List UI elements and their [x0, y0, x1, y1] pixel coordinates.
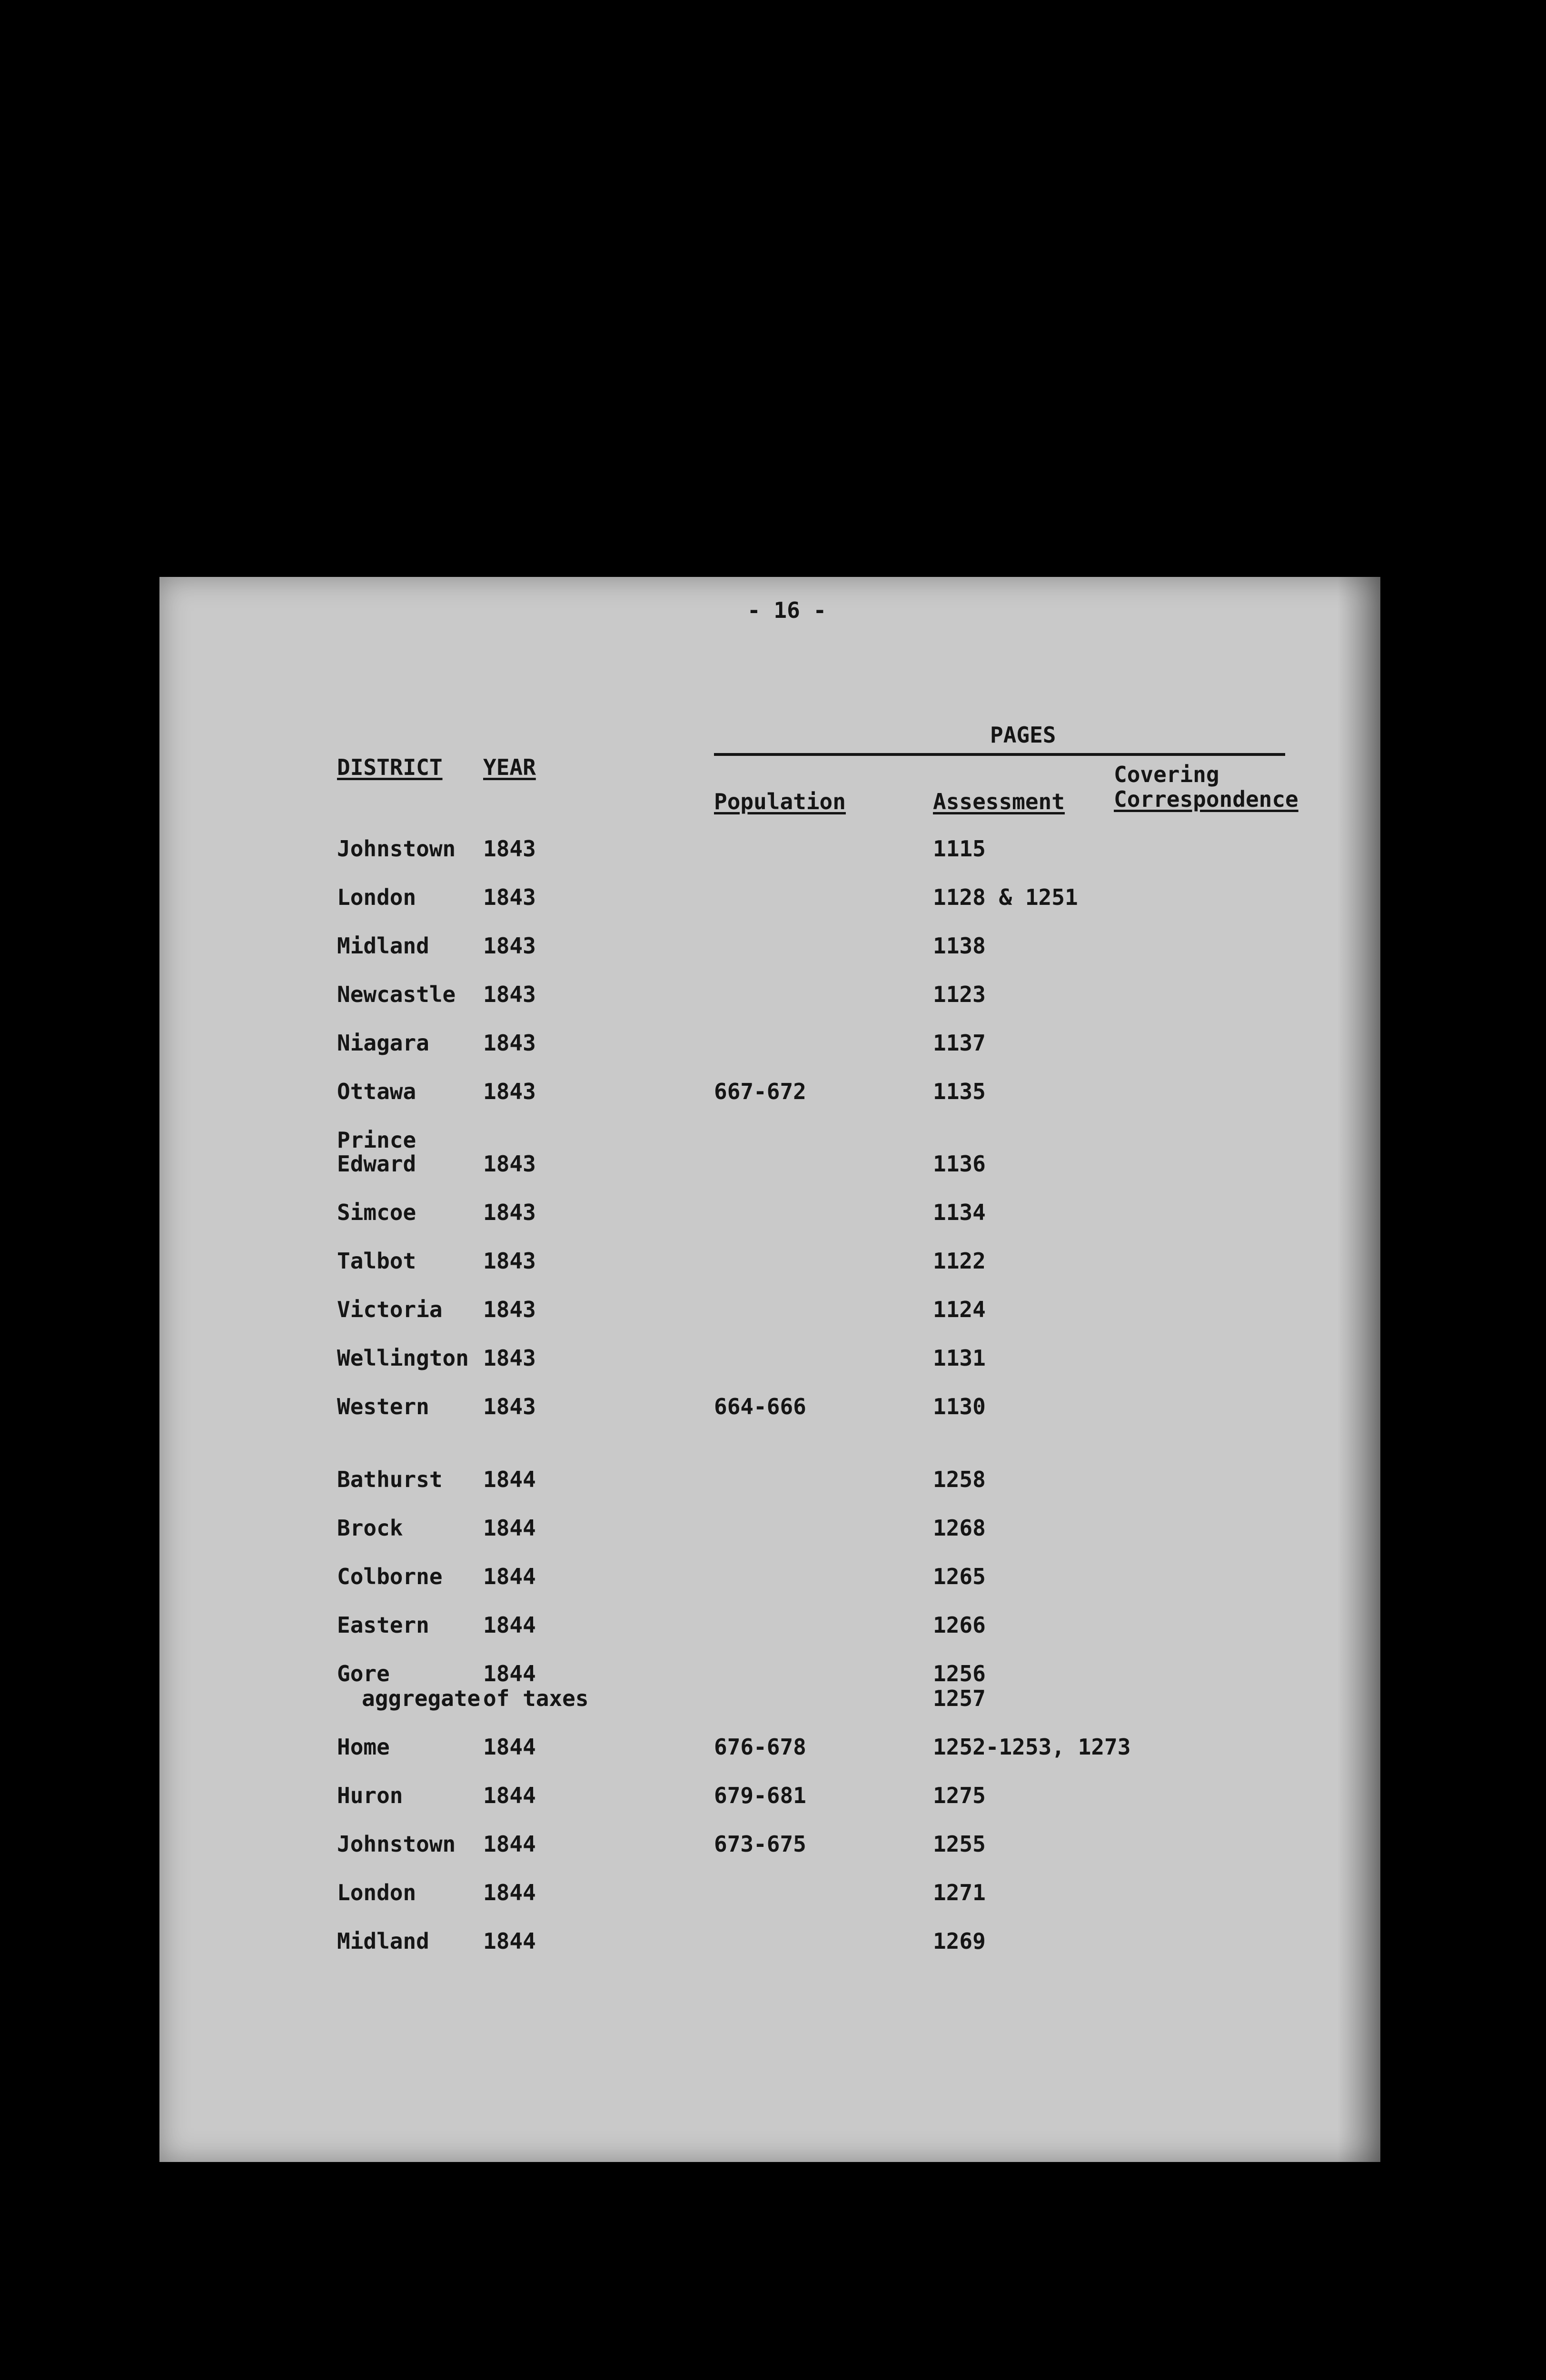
assessment-cell: 1258 — [933, 1467, 986, 1492]
table-row — [159, 982, 1380, 1011]
district-cell: Johnstown — [337, 836, 456, 862]
district-table — [159, 577, 1380, 2162]
table-row — [159, 1661, 1380, 1690]
year-cell: 1843 — [483, 1297, 536, 1322]
table-row — [159, 1394, 1380, 1423]
district-cell: Bathurst — [337, 1467, 443, 1492]
header-population: Population — [714, 789, 846, 814]
district-cell: Eastern — [337, 1612, 429, 1638]
year-cell: 1844 — [483, 1928, 536, 1954]
header-year: YEAR — [483, 754, 536, 780]
assessment-cell: 1252-1253, 1273 — [933, 1734, 1131, 1760]
year-cell: 1843 — [483, 982, 536, 1007]
assessment-cell: 1135 — [933, 1079, 986, 1104]
district-cell: Simcoe — [337, 1200, 416, 1225]
table-row — [159, 1467, 1380, 1496]
assessment-cell: 1130 — [933, 1394, 986, 1419]
assessment-cell: 1255 — [933, 1831, 986, 1857]
district-cell: Western — [337, 1394, 429, 1419]
district-cell: Johnstown — [337, 1831, 456, 1857]
district-cell: Victoria — [337, 1297, 443, 1322]
district-cell: Midland — [337, 1928, 429, 1954]
assessment-cell: 1124 — [933, 1297, 986, 1322]
year-cell: 1843 — [483, 836, 536, 862]
year-cell: 1844 — [483, 1783, 536, 1808]
year-cell: 1843 — [483, 1394, 536, 1419]
year-cell: 1843 — [483, 933, 536, 959]
table-row — [159, 836, 1380, 865]
assessment-cell: 1268 — [933, 1515, 986, 1541]
district-cell: Newcastle — [337, 982, 456, 1007]
year-cell: 1844 — [483, 1612, 536, 1638]
district-cell: Gore — [337, 1661, 390, 1686]
assessment-cell: 1269 — [933, 1928, 986, 1954]
table-row — [159, 933, 1380, 962]
table-row — [159, 1079, 1380, 1108]
year-cell: 1844 — [483, 1831, 536, 1857]
table-row — [159, 1151, 1380, 1180]
table-row — [159, 1297, 1380, 1326]
district-cell: Midland — [337, 933, 429, 959]
district-cell: Brock — [337, 1515, 403, 1541]
table-row — [159, 1880, 1380, 1909]
district-cell: Home — [337, 1734, 390, 1760]
table-row — [159, 1516, 1380, 1544]
assessment-cell: 1138 — [933, 933, 986, 959]
document-page — [159, 577, 1380, 2162]
year-subnote: of taxes — [483, 1686, 589, 1711]
year-cell: 1843 — [483, 1248, 536, 1274]
year-cell: 1844 — [483, 1880, 536, 1905]
year-cell: 1844 — [483, 1467, 536, 1492]
year-cell: 1843 — [483, 1200, 536, 1225]
table-row — [159, 1929, 1380, 1957]
assessment-cell: 1123 — [933, 982, 986, 1007]
table-row — [159, 885, 1380, 913]
header-assessment: Assessment — [933, 789, 1065, 814]
population-cell: 679-681 — [714, 1783, 806, 1808]
district-subnote: aggregate — [362, 1686, 481, 1711]
assessment-cell: 1136 — [933, 1151, 986, 1177]
district-cell: London — [337, 1880, 416, 1905]
assessment-cell: 1275 — [933, 1783, 986, 1808]
table-row — [159, 1249, 1380, 1277]
year-cell: 1844 — [483, 1661, 536, 1686]
year-cell: 1843 — [483, 1079, 536, 1104]
assessment-cell: 1266 — [933, 1612, 986, 1638]
table-row — [159, 1613, 1380, 1641]
assessment-cell: 1256 — [933, 1661, 986, 1686]
table-row — [159, 1735, 1380, 1763]
district-cell: Edward — [337, 1151, 416, 1177]
district-cell: Talbot — [337, 1248, 416, 1274]
population-cell: 667-672 — [714, 1079, 806, 1104]
assessment-cell: 1128 & 1251 — [933, 884, 1078, 910]
header-covering: Covering — [1114, 762, 1219, 787]
table-row — [159, 1832, 1380, 1860]
year-cell: 1843 — [483, 1030, 536, 1056]
header-correspondence: Correspondence — [1114, 786, 1298, 812]
district-cell: Wellington — [337, 1345, 469, 1371]
assessment-cell: 1265 — [933, 1564, 986, 1589]
district-cell-line1: Prince — [337, 1127, 416, 1153]
assessment-cell: 1134 — [933, 1200, 986, 1225]
district-cell: Colborne — [337, 1564, 443, 1589]
table-row — [159, 1783, 1380, 1812]
district-cell: Niagara — [337, 1030, 429, 1056]
population-cell: 673-675 — [714, 1831, 806, 1857]
table-row — [159, 1200, 1380, 1229]
year-cell: 1844 — [483, 1734, 536, 1760]
year-cell: 1844 — [483, 1515, 536, 1541]
table-row — [159, 1346, 1380, 1374]
district-cell: Ottawa — [337, 1079, 416, 1104]
assessment-cell: 1271 — [933, 1880, 986, 1905]
table-row — [159, 1031, 1380, 1059]
assessment-cell: 1122 — [933, 1248, 986, 1274]
year-cell: 1843 — [483, 1151, 536, 1177]
population-cell: 676-678 — [714, 1734, 806, 1760]
assessment-cell: 1131 — [933, 1345, 986, 1371]
header-pages: PAGES — [990, 722, 1056, 748]
year-cell: 1843 — [483, 884, 536, 910]
table-row — [159, 1564, 1380, 1593]
district-cell: London — [337, 884, 416, 910]
assessment-cell: 1115 — [933, 836, 986, 862]
population-cell: 664-666 — [714, 1394, 806, 1419]
page-number: - 16 - — [747, 597, 827, 623]
assessment-subnote: 1257 — [933, 1686, 986, 1711]
table-row — [159, 1686, 1380, 1715]
year-cell: 1844 — [483, 1564, 536, 1589]
district-cell: Huron — [337, 1783, 403, 1808]
assessment-cell: 1137 — [933, 1030, 986, 1056]
header-district: DISTRICT — [337, 754, 443, 780]
year-cell: 1843 — [483, 1345, 536, 1371]
